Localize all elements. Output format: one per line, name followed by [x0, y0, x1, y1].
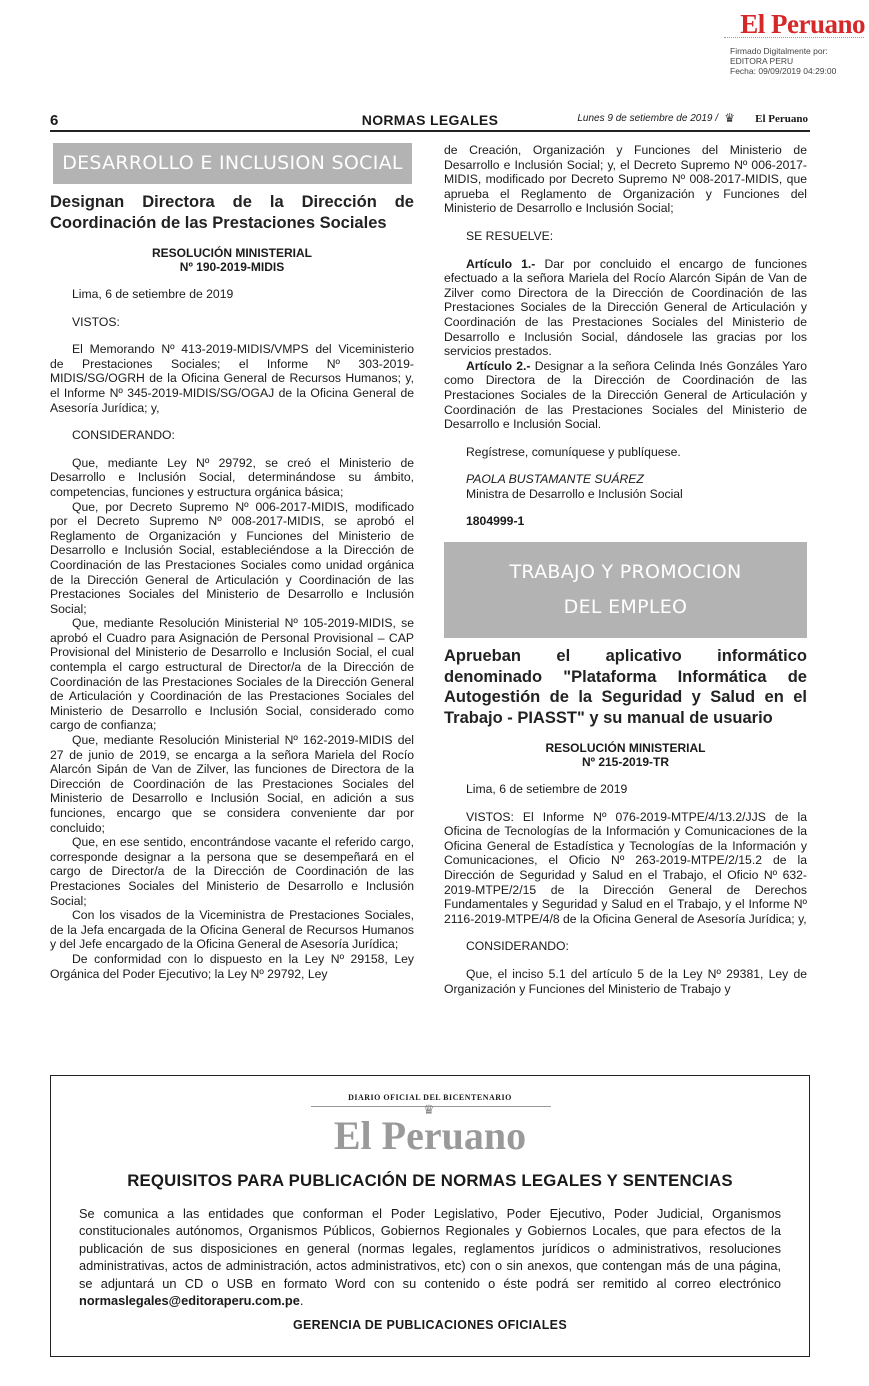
- notice-footer: GERENCIA DE PUBLICACIONES OFICIALES: [293, 1318, 567, 1332]
- article-2-text: Designar a la señora Celinda Inés Gonzáles Yaro como Directora de la Dirección de Coordinación de las Prestaciones Sociales de la Dirección General de Articulación y Coordinación de las Prestaciones Sociales del Ministerio de Desarrollo e Inclusión Social.: [444, 358, 807, 432]
- vistos-label: VISTOS:: [466, 809, 514, 824]
- vistos-paragraph: [444, 810, 807, 927]
- se-resuelve-label: SE RESUELVE:: [466, 228, 554, 243]
- digital-signature: [730, 46, 865, 76]
- resolution-title: RESOLUCIÓN MINISTERIAL: [151, 246, 312, 260]
- considerando-label: CONSIDERANDO:: [466, 939, 569, 954]
- continuation-text: de Creación, Organización y Funciones del Ministerio de Desarrollo e Inclusión Social; y, el Decreto Supremo Nº 006-2017-MIDIS, modificado por Decreto Supremo Nº 008-2017-MIDIS, que aprueba el Reglamento de Organización y Funciones del Ministerio de Desarrollo e Inclusión Social;: [444, 143, 807, 216]
- page-section-title: NORMAS LEGALES: [361, 112, 499, 128]
- notice-title: REQUISITOS PARA PUBLICACIÓN DE NORMAS LEGALES Y SENTENCIAS: [127, 1171, 733, 1190]
- notice-logo: El Peruano: [333, 1113, 527, 1158]
- place-date: Lima, 6 de setiembre de 2019: [72, 287, 234, 301]
- paragraph: De conformidad con lo dispuesto en la Ley Nº 29158, Ley Orgánica del Poder Ejecutivo; la Ley Nº 29792, Ley: [50, 951, 414, 981]
- vistos-text: El Informe Nº 076-2019-MTPE/4/13.2/JJS de la Oficina de Tecnologías de la Información y Comunicaciones de la Oficina General de Estadística y Tecnologías de la Información y Comunicaciones, el Oficio Nº 263-2019-MTPE/2/15.2 de la Dirección de Seguridad y Salud en el Trabajo, el Oficio Nº 632-2019-MTPE/2/15 de la Dirección General de Derechos Fundamentales y Seguridad y Salud en el Trabajo, y el Informe Nº 2116-2019-MTPE/4/8 de la Oficina General de Asesoría Jurídica; y,: [444, 809, 807, 926]
- signer-role: Ministra de Desarrollo e Inclusión Social: [466, 486, 683, 501]
- resolution-title: RESOLUCIÓN MINISTERIAL: [545, 741, 706, 756]
- publication-requirements-notice: [50, 1075, 810, 1357]
- article-headline: Designan Directora de la Dirección de Coordinación de las Prestaciones Sociales: [50, 193, 414, 232]
- paragraph: Que, en ese sentido, encontrándose vacante el referido cargo, corresponde designar a la persona que se desempeñará en el cargo de Director/a de la Dirección de Coordinación de las Prestaciones Sociales del Ministerio de Desarrollo e Inclusión Social;: [50, 835, 414, 908]
- paragraph: Que, mediante Resolución Ministerial Nº 105-2019-MIDIS, se aprobó el Cuadro para Asignación de Personal Provisional – CAP Provisional del Ministerio de Desarrollo e Inclusión Social, el cual contempla el cargo estructural de Director/a de la Dirección de Coordinación de las Prestaciones Sociales de la Dirección General de Articulación y Coordinación de las Prestaciones Sociales del Ministerio de Desarrollo e Inclusión Social, considerado como cargo de confianza;: [50, 616, 414, 733]
- paragraph: Con los visados de la Viceministra de Prestaciones Sociales, de la Jefa encargada de la Oficina General de Recursos Humanos y del Jefe encargado de la Oficina General de Asesoría Jurídica;: [50, 908, 414, 952]
- resolution-number: Nº 190-2019-MIDIS: [179, 260, 285, 274]
- closing-formula: Regístrese, comuníquese y publíquese.: [466, 444, 681, 459]
- article-2-label: Artículo 2.-: [466, 358, 531, 373]
- signature-line: Fecha: 09/09/2019 04:29:00: [730, 66, 837, 76]
- notice-email-link[interactable]: normaslegales@editoraperu.com.pe: [79, 1293, 300, 1309]
- sector-band: DESARROLLO E INCLUSION SOCIAL: [53, 143, 412, 184]
- considerando-label: CONSIDERANDO:: [72, 428, 175, 443]
- sector-band-line: TRABAJO Y PROMOCION: [509, 561, 742, 584]
- signature-line: Firmado Digitalmente por:: [730, 46, 828, 56]
- logo-underline: [724, 37, 864, 41]
- signature-line: EDITORA PERU: [730, 56, 794, 66]
- page-number: 6: [50, 112, 59, 129]
- article-1-text: Dar por concluido el encargo de funciones efectuado a la señora Mariela del Rocío Alarcón Sipán de Van de Zilver como Directora de la Dirección de Coordinación de las Prestaciones Sociales de la Dirección General de Articulación y Coordinación de las Prestaciones Sociales del Ministerio de Desarrollo e Inclusión Social, dándosele las gracias por los servicios prestados.: [444, 256, 807, 359]
- article-2: [444, 359, 807, 432]
- left-column: [50, 143, 414, 981]
- vistos-text: El Memorando Nº 413-2019-MIDIS/VMPS del Viceministerio de Prestaciones Sociales; el Informe Nº 303-2019-MIDIS/SG/OGRH de la Oficina General de Recursos Humanos; y, el Informe Nº 345-2019-MIDIS/SG/OGAJ de la Oficina General de Asesoría Jurídica; y,: [50, 342, 414, 415]
- sector-band: [444, 542, 807, 638]
- article-1-label: Artículo 1.-: [466, 256, 536, 271]
- place-date: Lima, 6 de setiembre de 2019: [466, 782, 628, 797]
- coat-of-arms-icon: ♛: [724, 111, 735, 125]
- page-header: [50, 110, 810, 132]
- notice-body-text: Se comunica a las entidades que conforman el Poder Legislativo, Poder Ejecutivo, Poder Judicial, Organismos constitucionales autónomos, Organismos Públicos, Gobiernos Regionales y Gobiernos Locales, que para efectos de la publicación de sus disposiciones en general (normas legales, reglamentos jurídicos o administrativos, resoluciones administrativas, actos de administración, actos administrativos, etc) con o sin anexos, que contengan más de una página, se adjuntará un CD o USB en formato Word con su contenido o éste podrá ser remitido al correo electrónico: [79, 1206, 781, 1291]
- notice-diario-label: DIARIO OFICIAL DEL BICENTENARIO: [348, 1093, 512, 1102]
- page-date: Lunes 9 de setiembre de 2019 /: [577, 113, 718, 124]
- article-1: [444, 257, 807, 359]
- paragraph: Que, mediante Ley Nº 29792, se creó el Ministerio de Desarrollo e Inclusión Social, determinándose su ámbito, competencias, funciones y estructura orgánica básica;: [50, 455, 414, 499]
- resolution-number: Nº 215-2019-TR: [581, 755, 670, 770]
- vistos-label: VISTOS:: [72, 314, 120, 329]
- notice-body: [79, 1205, 781, 1309]
- paragraph: Que, por Decreto Supremo Nº 006-2017-MIDIS, modificado por el Decreto Supremo Nº 008-2017-MIDIS, se aprobó el Reglamento de Organización y Funciones del Ministerio de Desarrollo e Inclusión Social, estableciéndose a la Dirección de Coordinación de las Prestaciones Sociales como unidad orgánica de la Dirección General de Articulación y Coordinación de las Prestaciones Sociales del Ministerio de Desarrollo e Inclusión Social;: [50, 499, 414, 616]
- header-paper-name: El Peruano: [755, 113, 808, 125]
- article-headline: Aprueban el aplicativo informático denominado "Plataforma Informática de Autogestión de la Seguridad y Salud en el Trabajo - PIASST" y su manual de usuario: [444, 647, 807, 727]
- notice-body-end: .: [299, 1293, 304, 1309]
- el-peruano-logo: El Peruano: [740, 9, 865, 39]
- right-column: [444, 143, 807, 996]
- sector-band-line: DEL EMPLEO: [563, 596, 688, 619]
- signer-name: PAOLA BUSTAMANTE SUÁREZ: [466, 472, 644, 487]
- publication-code: 1804999-1: [466, 514, 525, 529]
- coat-of-arms-icon: ♛: [423, 1102, 435, 1117]
- paragraph: Que, el inciso 5.1 del artículo 5 de la Ley Nº 29381, Ley de Organización y Funciones del Ministerio de Trabajo y: [444, 967, 807, 996]
- paragraph: Que, mediante Resolución Ministerial Nº 162-2019-MIDIS del 27 de junio de 2019, se encarga a la señora Mariela del Rocío Alarcón Sipán de Van de Zilver, las funciones de Directora de la Dirección de Coordinación de las Prestaciones Sociales del Ministerio de Desarrollo e Inclusión Social, en adición a sus funciones, encargo que se considera conveniente dar por concluido;: [50, 733, 414, 835]
